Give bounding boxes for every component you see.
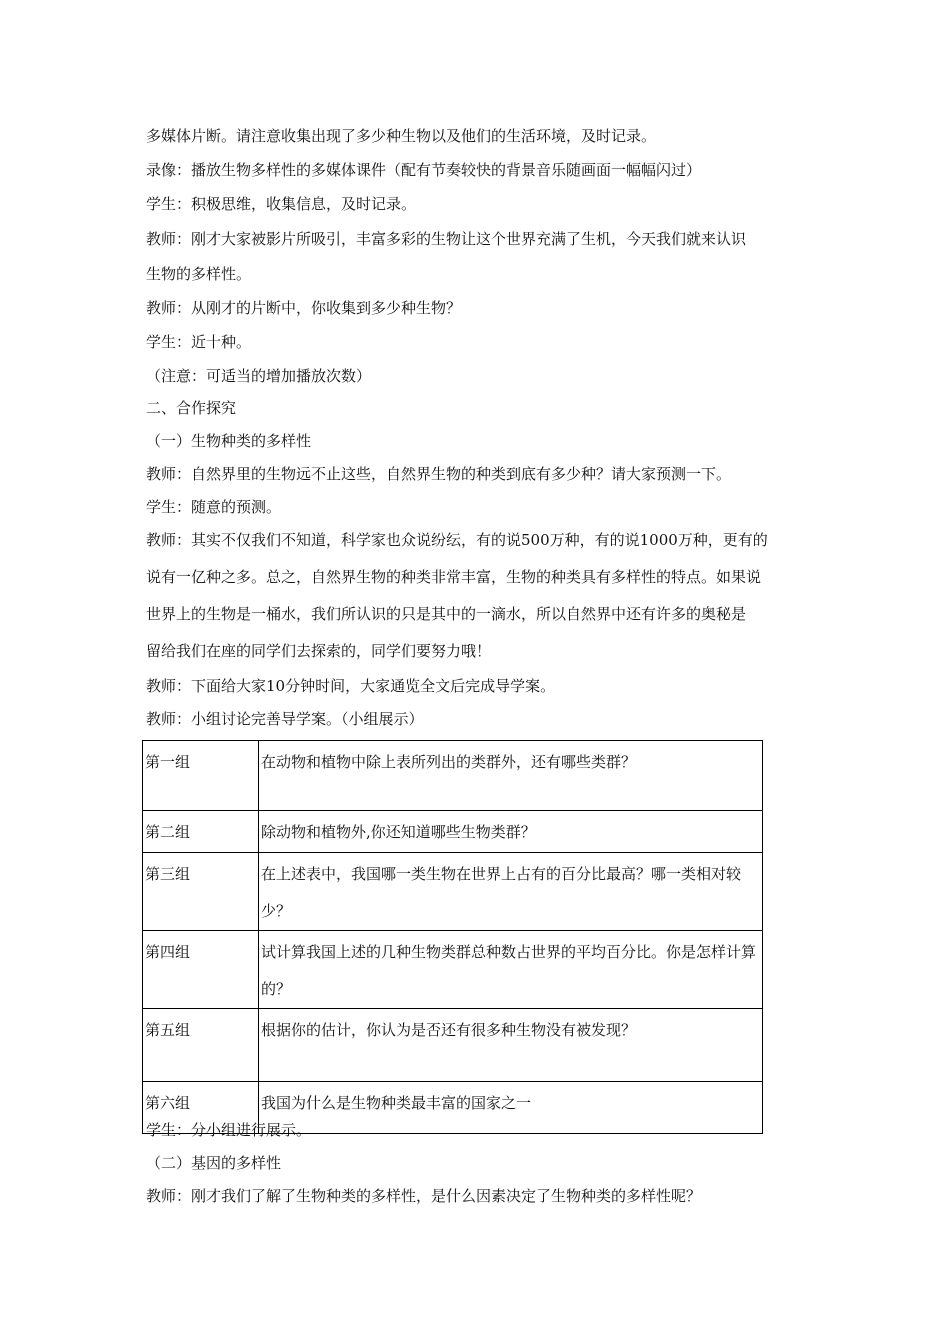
paragraph: 多媒体片断。请注意收集出现了多少种生物以及他们的生活环境，及时记录。 [146,127,657,145]
group-cell: 第四组 [143,931,259,1009]
paragraph: 教师：刚才我们了解了生物种类的多样性，是什么因素决定了生物种类的多样性呢？ [146,1187,702,1205]
paragraph: 教师：自然界里的生物远不止这些，自然界生物的种类到底有多少种？请大家预测一下。 [146,465,732,483]
question-cell: 除动物和植物外,你还知道哪些生物类群？ [259,811,763,853]
paragraph: 学生：随意的预测。 [146,498,282,516]
paragraph: 教师：小组讨论完善导学案。（小组展示） [146,710,424,728]
question-cell: 我国为什么是生物种类最丰富的国家之一 [259,1082,763,1134]
table-row [143,1009,763,1082]
group-task-table [142,740,763,1134]
paragraph: 教师：刚才大家被影片所吸引，丰富多彩的生物让这个世界充满了生机，今天我们就来认识 [146,230,747,248]
question-cell: 在上述表中，我国哪一类生物在世界上占有的百分比最高？哪一类相对较少？ [259,853,763,931]
paragraph: 学生：积极思维，收集信息，及时记录。 [146,195,417,213]
paragraph: 教师：下面给大家10分钟时间，大家通览全文后完成导学案。 [146,677,556,695]
paragraph: 生物的多样性。 [146,265,252,283]
section-heading: 二、合作探究 [146,399,237,417]
group-cell: 第二组 [143,811,259,853]
paragraph: 录像：播放生物多样性的多媒体课件（配有节奏较快的背景音乐随画面一幅幅闪过） [146,161,702,179]
group-cell: 第六组 [143,1082,259,1134]
group-cell: 第五组 [143,1009,259,1082]
question-cell: 在动物和植物中除上表所列出的类群外，还有哪些类群？ [259,741,763,811]
group-cell: 第一组 [143,741,259,811]
table-row [143,853,763,931]
question-cell: 试计算我国上述的几种生物类群总种数占世界的平均百分比。你是怎样计算的？ [259,931,763,1009]
paragraph: 说有一亿种之多。总之，自然界生物的种类非常丰富，生物的种类具有多样性的特点。如果说 [146,568,762,586]
subsection-heading: （二）基因的多样性 [146,1154,282,1172]
subsection-heading: （一）生物种类的多样性 [146,432,312,450]
paragraph: 留给我们在座的同学们去探索的，同学们要努力哦！ [146,642,492,660]
group-cell: 第三组 [143,853,259,931]
paragraph: 教师：其实不仅我们不知道，科学家也众说纷纭，有的说500万种，有的说1000万种，更有的 [146,531,768,549]
table-row [143,931,763,1009]
paragraph: 教师：从刚才的片断中，你收集到多少种生物？ [146,299,462,317]
question-cell: 根据你的估计，你认为是否还有很多种生物没有被发现？ [259,1009,763,1082]
paragraph: （注意：可适当的增加播放次数） [146,367,372,385]
table-row [143,741,763,811]
paragraph: 世界上的生物是一桶水，我们所认识的只是其中的一滴水，所以自然界中还有许多的奥秘是 [146,605,747,623]
table-row [143,811,763,853]
paragraph: 学生：分小组进行展示。 [146,1121,312,1139]
paragraph: 学生：近十种。 [146,333,252,351]
